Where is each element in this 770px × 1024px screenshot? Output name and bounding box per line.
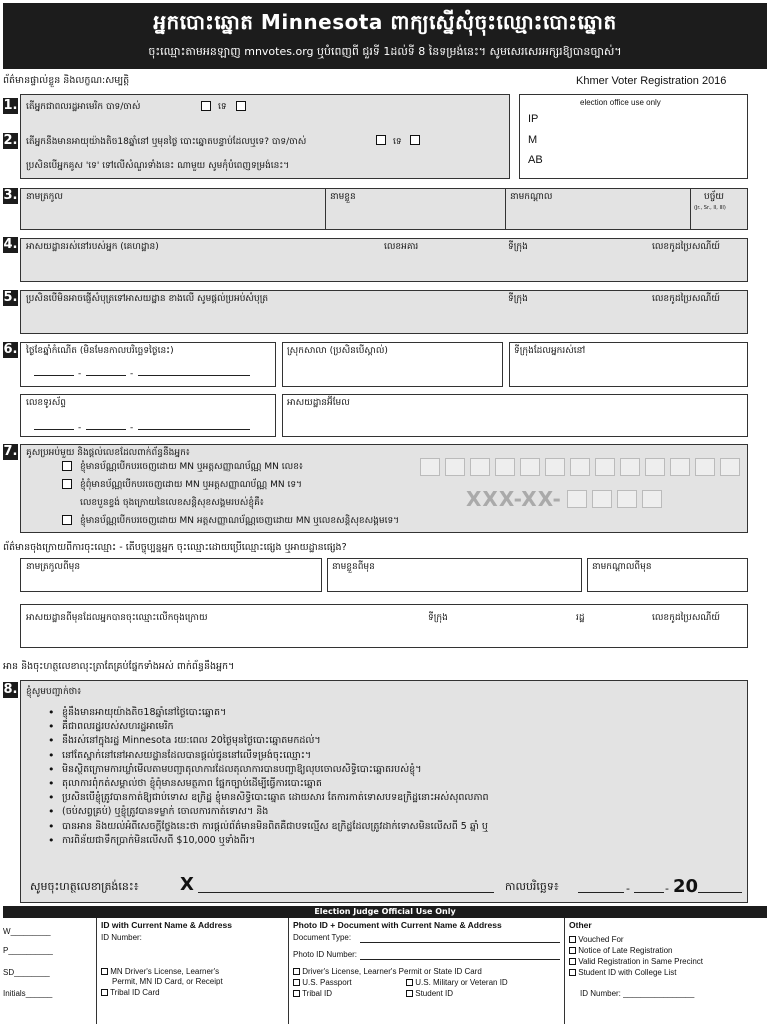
official-p: P__________	[3, 946, 53, 955]
q2-age-label: តើអ្នកនឹងមានអាយុយ៉ាងតិច18ឆ្នាំនៅ ឬមុនថ្ងៃ បោះឆ្នោតបន្ទាប់ដែលឬទេ? បាទ/ចាស់	[26, 137, 307, 147]
col2-title: Photo ID + Document with Current Name & Address	[293, 920, 502, 930]
official-sd: SD________	[3, 968, 50, 977]
previous-state-label: រដ្ឋ	[576, 613, 585, 623]
q1-citizen-label: តើអ្នកជាពលរដ្ឋអាមេរិក បាទ/ចាស់	[26, 102, 141, 112]
col2-option-4[interactable]: Tribal ID	[293, 989, 332, 998]
official-initials: Initials______	[3, 989, 53, 998]
previous-address-field[interactable]	[20, 604, 748, 648]
col2-photo-id-number: Photo ID Number:	[293, 950, 358, 959]
form-header	[3, 3, 767, 69]
mailing-city-label: ទីក្រុង	[508, 294, 528, 304]
suffix-label: បច្ច័យ	[704, 192, 724, 202]
oath-item: • មិនស្ថិតក្រោមការឃ្លាំមើលតាមបញ្ជាតុលាការដែលតុលាការបានបញ្ជាឱ្យលុបចោលសិទ្ធិបោះឆ្នោតរបស់ខ្ញុំ។	[48, 763, 748, 777]
office-use-label: election office use only	[580, 98, 661, 107]
date-year-prefix: 20	[673, 876, 699, 897]
question-4-number: 4.	[3, 237, 18, 252]
col1-option-1[interactable]: MN Driver's License, Learner's	[101, 967, 219, 976]
col2-option-5[interactable]: Student ID	[406, 989, 453, 998]
id-option-ssn-sub-label: លេខបួនខ្ទង់ ចុងក្រោយនៃលេខសន្តិសុខសង្គមរបស់ខ្ញុំគឺ៖	[80, 498, 264, 508]
email-label: អាសយដ្ឋានអ៊ីមែល	[287, 398, 350, 408]
office-ab: AB	[528, 154, 543, 166]
mailing-zip-label: លេខកូដប្រៃសណីយ៍	[652, 294, 720, 304]
previous-last-name-label: នាមត្រកូលពីមុន	[26, 562, 81, 572]
previous-zip-label: លេខកូដប្រៃសណីយ៍	[652, 613, 720, 623]
oath-item: • នឹងរស់នៅក្នុងរដ្ឋ Minnesota រយ:ពេល 20ថ្ងៃមុនថ្ងៃបោះឆ្នោតមកដល់។	[48, 734, 748, 748]
oath-item-continuation: • ការពិន័យជាទឹកប្រាក់មិនលើសពី $10,000 ឬទាំងពីរ។	[48, 834, 748, 848]
name-section[interactable]	[20, 188, 748, 230]
date-day-field[interactable]	[634, 892, 664, 893]
residence-city-label: ទីក្រុង	[508, 242, 528, 252]
previous-registration-heading: ព័ត៌មានចុងក្រោយពីការចុះឈ្មោះ - តើបច្ចុប្បន្នអ្នក ចុះឈ្មោះដោយប្រើឈ្មោះផ្សេង ឬអាយដ្ឋានផ្សេង?	[3, 542, 347, 553]
col3-option-3[interactable]: Valid Registration in Same Precinct	[569, 957, 703, 966]
last-name-label: នាមត្រកូល	[26, 192, 63, 202]
signature-x: X	[180, 874, 194, 895]
previous-first-name-label: នាមខ្លួនពីមុន	[332, 562, 375, 572]
id-option-ssn-checkbox[interactable]	[62, 479, 72, 489]
question-6-number: 6.	[3, 342, 18, 357]
col1-option-2[interactable]: Tribal ID Card	[101, 988, 160, 997]
question-2-number: 2.	[3, 133, 18, 148]
official-w: W_________	[3, 927, 51, 936]
question-8-number: 8.	[3, 682, 18, 697]
oath-list	[48, 706, 748, 848]
oath-intro: ខ្ញុំសូមបញ្ជាក់ថា៖	[26, 687, 82, 697]
q1-yes-checkbox[interactable]	[201, 101, 211, 111]
previous-address-label: អាសយដ្ឋានពីមុនដែលអ្នកបានចុះឈ្មោះលើកចុងក្រោយ	[26, 613, 208, 623]
id-option-mn-license-label: ខ្ញុំមានប័ណ្ណបើកបរចេញដោយ MN ឬអត្តសញ្ញាណប័ណ្ណ MN លេខ៖	[80, 462, 303, 472]
q2-no-label: ទេ	[393, 137, 402, 147]
middle-name-label: នាមកណ្តាល	[510, 192, 553, 202]
col1-id-number: ID Number:	[101, 933, 142, 942]
office-ip: IP	[528, 113, 539, 125]
id-intro: គូសប្រអប់មួយ និងផ្តល់លេខដែលពាក់ព័ន្ធនឹងអ្នក៖	[26, 448, 190, 458]
id-option-ssn-label: ខ្ញុំពុំមានប័ណ្ណបើកបរចេញដោយ MN ឬអត្តសញ្ញាណប័ណ្ណ MN ទេ។	[80, 480, 302, 490]
question-3-number: 3.	[3, 188, 18, 203]
col3-option-4[interactable]: Student ID with College List	[569, 968, 677, 977]
date-month-field[interactable]	[578, 892, 624, 893]
form-title: អ្នកបោះឆ្នោត Minnesota ពាក្យស្នើសុំចុះឈ្មោះបោះឆ្នោត	[153, 10, 617, 34]
col1-title: ID with Current Name & Address	[101, 920, 232, 930]
signature-label: សូមចុះហត្ថលេខាត្រង់នេះ៖	[30, 880, 139, 893]
col2-option-1[interactable]: Driver's License, Learner's Permit or State ID Card	[293, 967, 482, 976]
col3-id-number[interactable]: ID Number: ________________	[580, 989, 695, 998]
col1-option-1-cont: Permit, MN ID Card, or Receipt	[112, 977, 223, 986]
email-field[interactable]	[282, 394, 748, 437]
dob-label: ថ្ងៃខែឆ្នាំកំណើត (មិនមែនកាលបរិច្ឆេទថ្ងៃនេះ)	[26, 346, 174, 356]
city-of-residence-label: ទីក្រុងដែលអ្នករស់នៅ	[514, 346, 586, 356]
oath-item: • គឺជាពលរដ្ឋរបស់សហរដ្ឋអាមេរិក	[48, 720, 748, 734]
q1-no-label: ទេ	[218, 102, 227, 112]
col2-option-3[interactable]: U.S. Military or Veteran ID	[406, 978, 508, 987]
oath-item: • បានអាន និងយល់អំពីសេចក្តីថ្លែងនេះថា ការផ្តល់ព័ត៌មានមិនពិតគឺជាបទល្មើស ឧក្រិដ្ឋដែលត្រូវដាក់ទោសមិនលើសពី 5 ឆ្នាំ ឬ	[48, 820, 748, 834]
q2-yes-checkbox[interactable]	[376, 135, 386, 145]
suffix-hint: (Jr., Sr., II, III)	[694, 205, 726, 211]
q1-no-checkbox[interactable]	[236, 101, 246, 111]
residence-zip-label: លេខកូដប្រៃសណីយ៍	[652, 242, 720, 252]
residence-address-label: អាសយដ្ឋានរស់នៅរបស់អ្នក (គេហដ្ឋាន)	[26, 242, 159, 252]
ssn-prefix: XXX-XX-	[466, 487, 562, 511]
question-5-number: 5.	[3, 290, 18, 305]
sign-heading: អាន និងចុះហត្ថលេខាលុះត្រាតែគ្រប់ផ្នែកទាំងអស់ ពាក់ព័ន្ធនឹងអ្នក។	[3, 661, 235, 672]
id-option-mn-license-checkbox[interactable]	[62, 461, 72, 471]
oath-item: • តុលាការពុំកត់សម្គាល់ថា ខ្ញុំពុំមានសមត្ថភាព ផ្នែកច្បាប់ដើម្បីធ្វើការបោះឆ្នោត	[48, 777, 748, 791]
col3-option-1[interactable]: Vouched For	[569, 935, 624, 944]
official-use-heading: Election Judge Official Use Only	[3, 906, 767, 918]
col2-document-type: Document Type:	[293, 933, 352, 942]
county-label: ស្រុកសាលា (ប្រសិនបើស្គាល់)	[287, 346, 388, 356]
phone-label: លេខទូរស័ព្ទ	[26, 398, 66, 408]
date-label: កាលបរិច្ឆេទ៖	[505, 880, 559, 893]
form-subtitle: ចុះឈ្មោះតាមអនឡាញ mnvotes.org ឬបំពេញពី ជួរទី 1ដល់ទី 8 នៃទម្រង់នេះ។ សូមសេរសេរអក្សរឱ្យបានច្បាស់។	[148, 45, 622, 58]
signature-line[interactable]	[198, 892, 494, 893]
question-7-number: 7.	[3, 444, 18, 459]
oath-item: • នៅតែស្នាក់នៅនៅអាសយដ្ឋានដែលបានផ្តល់ជូននៅលើទម្រង់ចុះឈ្មោះ។	[48, 749, 748, 763]
previous-middle-name-label: នាមកណ្តាលពីមុន	[592, 562, 652, 572]
unit-label: លេខអគារ	[384, 242, 419, 252]
mailing-address-label: ប្រសិនបើមិនអាចផ្ញើសំបុត្រទៅអាសយដ្ឋាន ខាងលើ សូមផ្តល់ប្រអប់សំបុត្រ	[26, 294, 269, 304]
personal-info-heading: ព័ត៌មានផ្ទាល់ខ្លួន និងលក្ខណ:សម្បត្តិ	[3, 75, 130, 86]
eligibility-note: ប្រសិនបើអ្នកគូស 'ទេ' ទៅលើសំណួរទាំងនេះ ណាមួយ សូមកុំបំពេញទម្រង់នេះ។	[26, 161, 290, 171]
oath-item: • (ចប់សព្វគ្រប់) ឬខ្ញុំត្រូវបានទម្លាក់ ចោលការកាត់ទោស។ និង	[48, 805, 748, 819]
q2-no-checkbox[interactable]	[410, 135, 420, 145]
form-name: Khmer Voter Registration 2016	[576, 75, 727, 87]
oath-item: • ប្រសិនបើខ្ញុំត្រូវបានកាត់ឱ្យជាប់ទោស ឧក្រិដ្ឋ ខ្ញុំមានសិទ្ធិបោះឆ្នោត ដោយសារ តែការកាត់ទោសបទឧក្រិដ្ឋនោះអស់សុពលភាព	[48, 791, 748, 805]
col3-title: Other	[569, 920, 592, 930]
question-1-number: 1.	[3, 98, 18, 113]
id-option-none-checkbox[interactable]	[62, 515, 72, 525]
date-year-field[interactable]	[698, 892, 742, 893]
oath-item: • ខ្ញុំនឹងមានអាយុយ៉ាងតិច18ឆ្នាំនៅថ្ងៃបោះឆ្នោត។	[48, 706, 748, 720]
first-name-label: នាមខ្លួន	[330, 192, 356, 202]
id-option-none-label: ខ្ញុំមានប័ណ្ណបើកបរចេញដោយ MN អត្តសញ្ញាណប័ណ្ណចេញដោយ MN ឬលេខសន្តិសុខសង្គមទេ។	[80, 516, 400, 526]
previous-city-label: ទីក្រុង	[428, 613, 448, 623]
col3-option-2[interactable]: Notice of Late Registration	[569, 946, 673, 955]
office-m: M	[528, 134, 538, 146]
col2-option-2[interactable]: U.S. Passport	[293, 978, 352, 987]
